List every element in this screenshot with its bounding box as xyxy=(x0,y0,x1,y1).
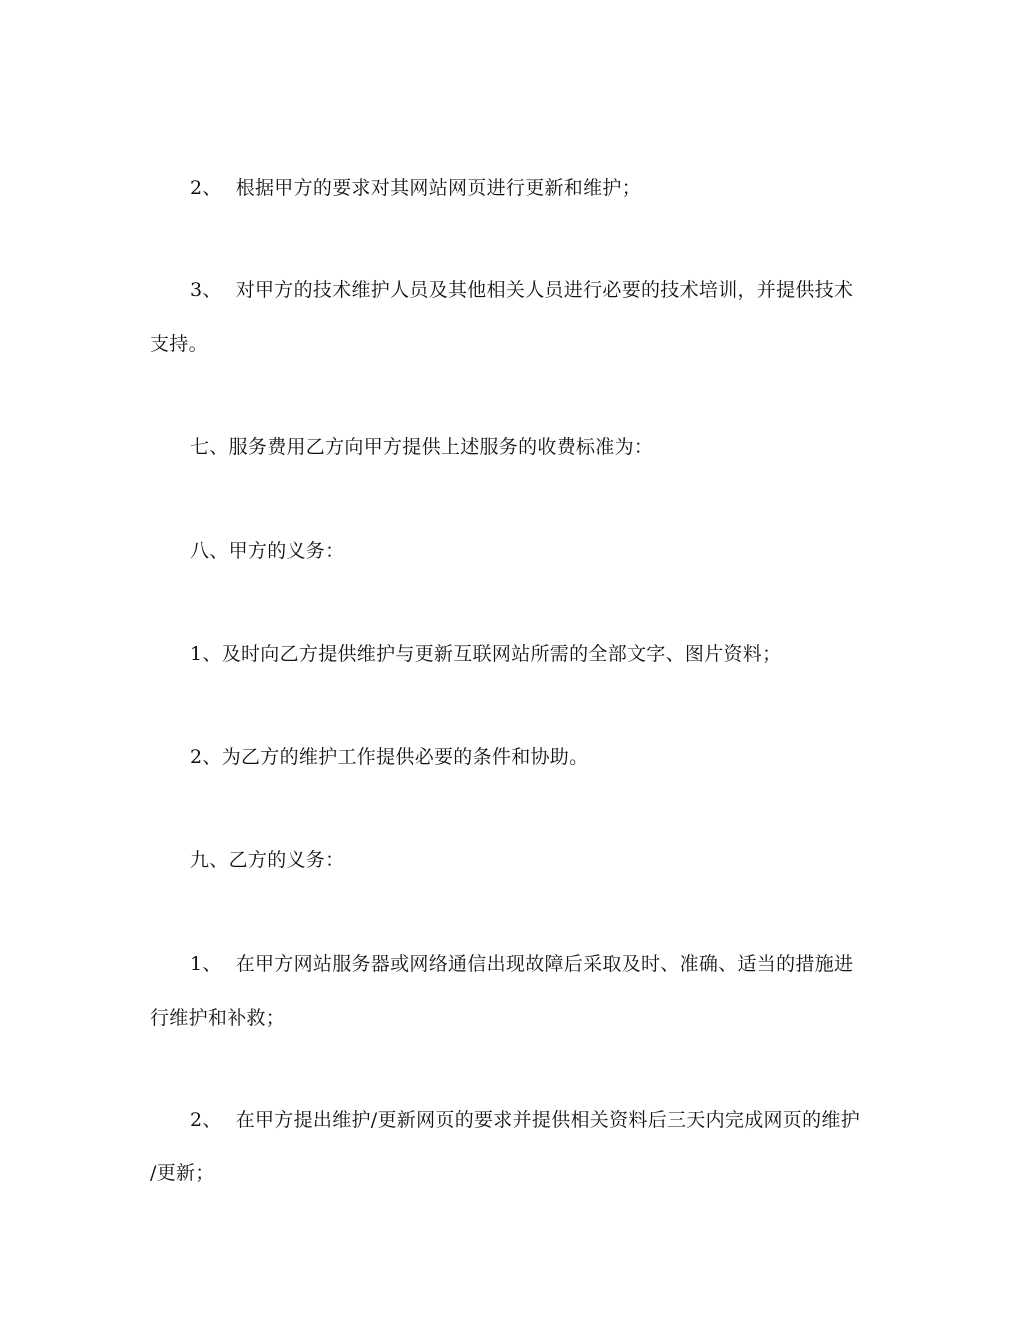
paragraph-number: 2、 xyxy=(190,1109,222,1131)
paragraph-1 xyxy=(190,176,641,200)
paragraph-text: 对甲方的技术维护人员及其他相关人员进行必要的技术培训，并提供技术 xyxy=(235,279,854,301)
paragraph-number: 2、 xyxy=(190,177,222,199)
paragraph-number: 3、 xyxy=(190,279,222,301)
paragraph-text: 根据甲方的要求对其网站网页进行更新和维护； xyxy=(235,177,642,199)
section-9-item-2 xyxy=(190,1108,860,1132)
section-8-heading xyxy=(190,539,344,563)
section-9-item-1 xyxy=(190,952,853,976)
paragraph-text: 九、乙方的义务： xyxy=(190,849,345,871)
paragraph-text: 支持。 xyxy=(150,333,208,355)
section-8-item-2 xyxy=(190,745,588,769)
paragraph-text: 在甲方提出维护/更新网页的要求并提供相关资料后三天内完成网页的维护 xyxy=(235,1109,861,1131)
paragraph-text: 八、甲方的义务： xyxy=(190,540,345,562)
paragraph-number: 1、 xyxy=(190,953,222,975)
paragraph-2-continuation xyxy=(150,332,208,356)
section-9-item-2-continuation xyxy=(150,1161,215,1185)
paragraph-text: 2、为乙方的维护工作提供必要的条件和协助。 xyxy=(190,746,589,768)
section-7-heading xyxy=(190,435,653,459)
section-9-item-1-continuation xyxy=(150,1006,285,1030)
paragraph-text: 行维护和补救； xyxy=(150,1007,286,1029)
section-9-heading xyxy=(190,848,344,872)
paragraph-text: /更新； xyxy=(150,1162,215,1184)
paragraph-text: 1、及时向乙方提供维护与更新互联网站所需的全部文字、图片资料； xyxy=(190,643,782,665)
paragraph-text: 七、服务费用乙方向甲方提供上述服务的收费标准为： xyxy=(190,436,654,458)
paragraph-text: 在甲方网站服务器或网络通信出现故障后采取及时、准确、适当的措施进 xyxy=(235,953,854,975)
section-8-item-1 xyxy=(190,642,781,666)
paragraph-2 xyxy=(190,278,853,302)
